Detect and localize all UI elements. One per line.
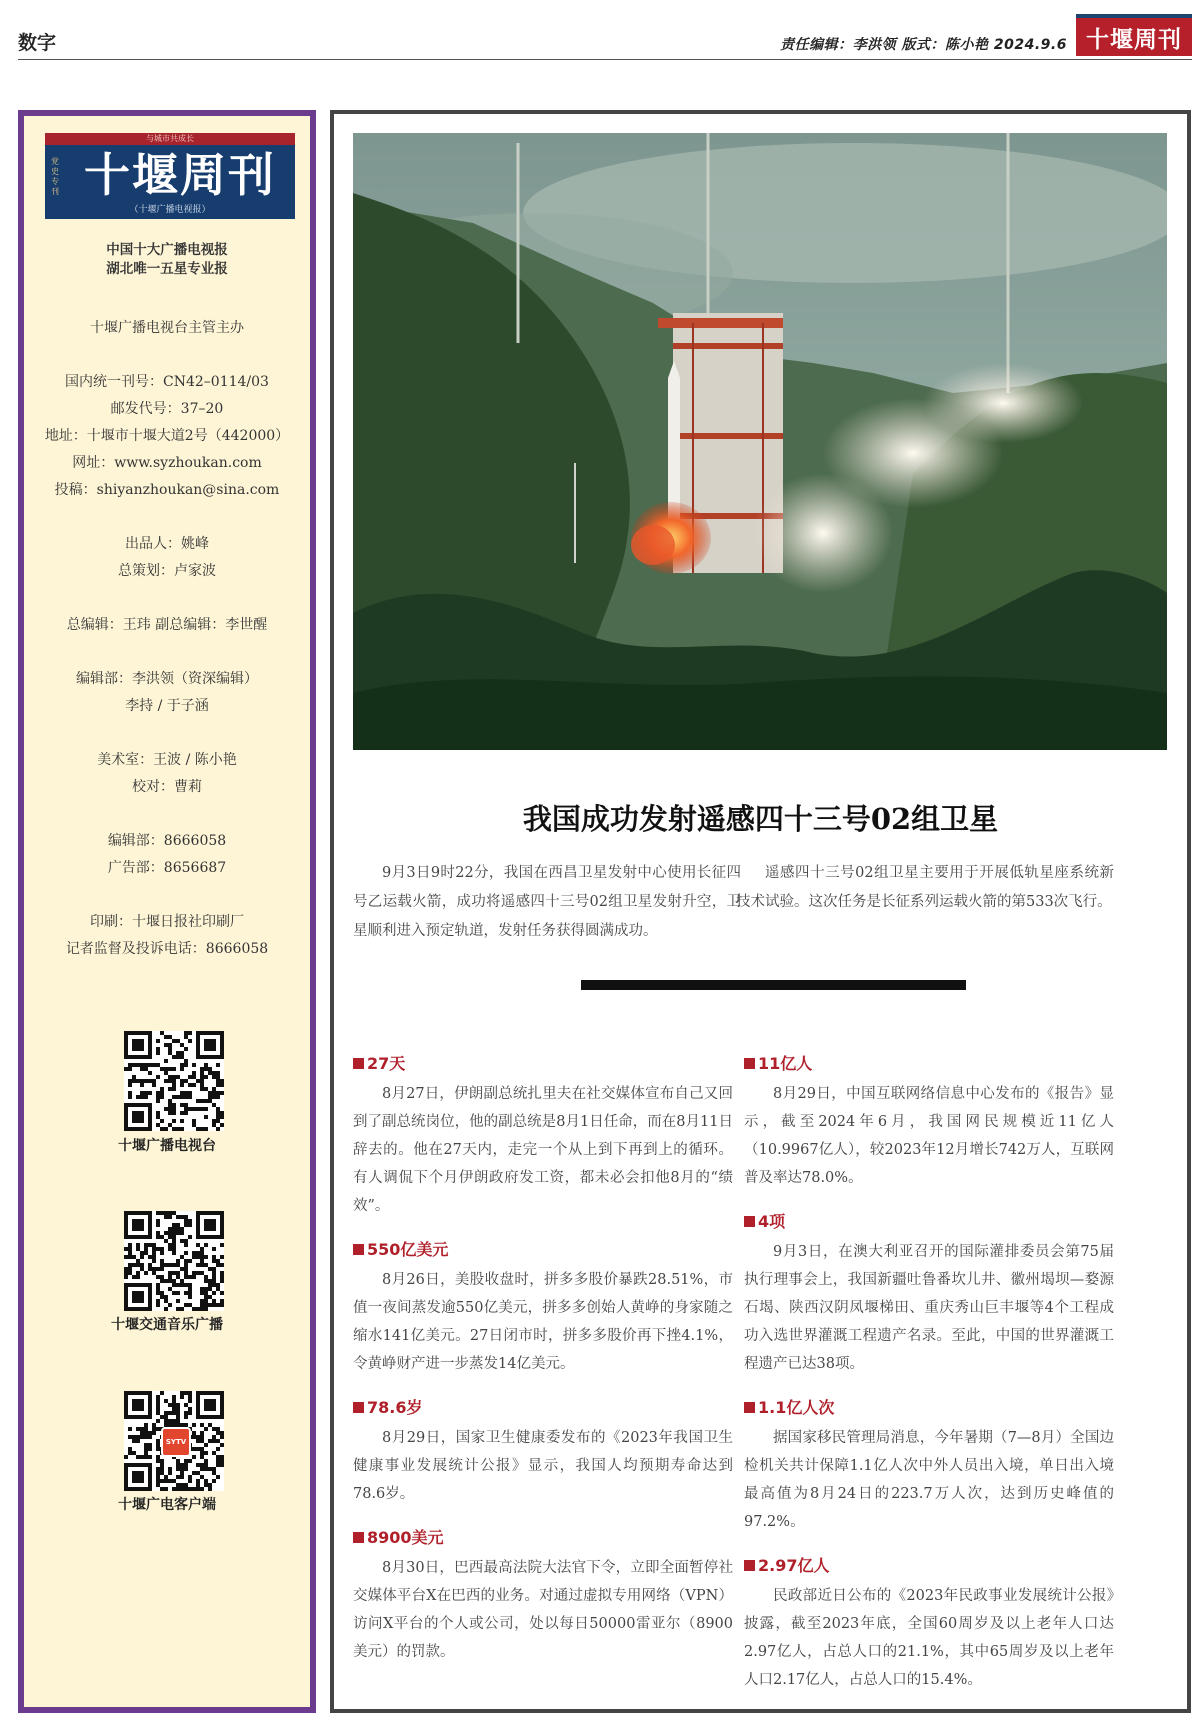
number-item	[744, 1554, 1114, 1694]
qr-code-radio[interactable]	[124, 1211, 224, 1311]
spacer	[24, 720, 310, 747]
number-item-body: 8月29日，中国互联网络信息中心发布的《报告》显示，截至2024年6月，我国网民规模近11亿人（10.9967亿人），较2023年12月增长742万人，互联网普及率达78.0%。	[744, 1086, 1114, 1186]
number-item-body: 8月26日，美股收盘时，拼多多股价暴跌28.51%，市值一夜间蒸发逾550亿美元，拼多多创始人黄峥的身家随之缩水141亿美元。27日闭市时，拼多多股价再下挫4.1%，令黄峥财产进一步蒸发14亿美元。	[353, 1272, 733, 1372]
qr-code-app[interactable]	[124, 1391, 224, 1491]
staff-line: 广告部：8656687	[107, 860, 227, 876]
staff-line: 李持 / 于子涵	[125, 698, 209, 714]
staff-line: 总策划：卢家波	[118, 563, 216, 579]
square-bullet-icon	[353, 1532, 364, 1543]
square-bullet-icon	[353, 1402, 364, 1413]
qr-caption: 十堰交通音乐广播	[111, 1317, 223, 1333]
number-item	[744, 1396, 1114, 1536]
number-item-title	[744, 1554, 1114, 1578]
main-article-frame	[330, 110, 1191, 1713]
square-bullet-icon	[353, 1244, 364, 1255]
number-item-title	[353, 1526, 733, 1550]
numbers-column-left	[353, 1052, 733, 1684]
number-item-title	[353, 1052, 733, 1076]
number-item-value: 78.6岁	[367, 1398, 423, 1417]
number-item-body: 8月27日，伊朗副总统扎里夫在社交媒体宣布自己又回到了副总统岗位，他的副总统是8月1日任命，而在8月11日辞去的。他在27天内，走完一个从上到下再到上的循环。有人调侃下个月伊朗政府发工资，都未必会扣他8月的“绩效”。	[353, 1086, 733, 1214]
slogans	[24, 241, 310, 279]
qr-code-tv[interactable]	[124, 1031, 224, 1131]
number-item-title	[353, 1396, 733, 1420]
staff-line: 邮发代号：37–20	[110, 401, 224, 417]
staff-line: 网址：www.syzhoukan.com	[72, 455, 262, 471]
masthead-title: 十堰周刊	[84, 148, 276, 202]
qr-code-icon	[124, 1031, 224, 1131]
number-item-value: 4项	[758, 1212, 786, 1231]
number-item-title	[744, 1210, 1114, 1234]
spacer	[24, 801, 310, 828]
number-item-body: 8月29日，国家卫生健康委发布的《2023年我国卫生健康事业发展统计公报》显示，我国人均预期寿命达到78.6岁。	[353, 1430, 733, 1502]
masthead-top-band: 与城市共成长	[45, 133, 295, 145]
qr-caption: 十堰广播电视台	[118, 1138, 216, 1154]
number-item	[353, 1052, 733, 1220]
square-bullet-icon	[353, 1058, 364, 1069]
number-item-body: 9月3日，在澳大利亚召开的国际灌排委员会第75届执行理事会上，我国新疆吐鲁番坎儿井、徽州堨坝—婺源石堨、陕西汉阴凤堰梯田、重庆秀山巨丰堰等4个工程成功入选世界灌溉工程遗产名录。至此，中国的世界灌溉工程遗产已达38项。	[744, 1244, 1114, 1372]
qr-code-icon	[124, 1211, 224, 1311]
staff-line: 美术室：王波 / 陈小艳	[97, 752, 237, 768]
number-item-title	[744, 1396, 1114, 1420]
slogan-line: 中国十大广播电视报	[106, 242, 228, 258]
rocket-launch-photo	[353, 133, 1167, 750]
spacer	[24, 882, 310, 909]
number-item-body: 据国家移民管理局消息，今年暑期（7—8月）全国边检机关共计保障1.1亿人次中外人员出入境，单日出入境最高值为8月24日的223.7万人次，达到历史峰值的97.2%。	[744, 1430, 1114, 1530]
number-item	[744, 1052, 1114, 1192]
article-headline: 我国成功发射遥感四十三号02组卫星	[522, 802, 999, 836]
masthead-subtitle: （十堰广播电视报）	[129, 205, 211, 215]
staff-line: 记者监督及投诉电话：8666058	[65, 941, 269, 957]
number-item	[353, 1396, 733, 1508]
header-logo: 十堰周刊	[1076, 14, 1192, 56]
numbers-column-right	[744, 1052, 1114, 1712]
square-bullet-icon	[744, 1402, 755, 1413]
number-item-body: 8月30日，巴西最高法院大法官下令，立即全面暂停社交媒体平台X在巴西的业务。对通过虚拟专用网络（VPN）访问X平台的个人或公司，处以每日50000雷亚尔（8900美元）的罚款。	[353, 1560, 733, 1660]
section-divider	[581, 980, 966, 990]
number-item	[353, 1526, 733, 1666]
staff-line: 出品人：姚峰	[125, 536, 209, 552]
number-item-value: 1.1亿人次	[758, 1398, 835, 1417]
spacer	[24, 342, 310, 369]
lead-paragraph-right: 遥感四十三号02组卫星主要用于开展低轨星座系统新技术试验。这次任务是长征系列运载火箭的第533次飞行。	[736, 865, 1114, 910]
number-item-body: 民政部近日公布的《2023年民政事业发展统计公报》披露，截至2023年底，全国60周岁及以上老年人口达2.97亿人，占总人口的21.1%，其中65周岁及以上老年人口2.17亿人，占总人口的15.4%。	[744, 1588, 1114, 1688]
number-item-title	[353, 1238, 733, 1262]
spacer	[24, 585, 310, 612]
section-label: 数字	[18, 32, 57, 54]
rocket-launch-image	[353, 133, 1167, 750]
staff-line: 编辑部：李洪领（资深编辑）	[76, 671, 258, 687]
number-item-value: 11亿人	[758, 1054, 813, 1073]
staff-line: 印刷：十堰日报社印刷厂	[90, 914, 244, 930]
staff-line: 十堰广播电视台主管主办	[90, 320, 244, 336]
staff-line: 总编辑：王玮 副总编辑：李世醒	[66, 617, 268, 633]
lead-paragraph-left: 9月3日9时22分，我国在西昌卫星发射中心使用长征四号乙运载火箭，成功将遥感四十三号02组卫星发射升空，卫星顺利进入预定轨道，发射任务获得圆满成功。	[353, 865, 741, 939]
number-item-title	[744, 1052, 1114, 1076]
spacer	[24, 639, 310, 666]
square-bullet-icon	[744, 1560, 755, 1571]
square-bullet-icon	[744, 1216, 755, 1227]
masthead-sidebar	[18, 110, 316, 1713]
number-item-value: 8900美元	[367, 1528, 444, 1547]
slogan-line: 湖北唯一五星专业报	[106, 261, 228, 277]
square-bullet-icon	[744, 1058, 755, 1069]
qr-caption: 十堰广电客户端	[118, 1497, 216, 1513]
masthead-logo	[45, 133, 295, 219]
staff-line: 编辑部：8666058	[107, 833, 227, 849]
number-item-value: 550亿美元	[367, 1240, 449, 1259]
editor-credits: 责任编辑：李洪领 版式：陈小艳 2024.9.6	[780, 37, 1067, 53]
number-item-value: 2.97亿人	[758, 1556, 830, 1575]
staff-line: 地址：十堰市十堰大道2号（442000）	[44, 428, 290, 444]
staff-info	[24, 315, 310, 963]
sytv-badge-icon: SYTV	[161, 1427, 191, 1457]
staff-line: 校对：曹莉	[132, 779, 202, 795]
number-item	[353, 1238, 733, 1378]
spacer	[24, 504, 310, 531]
masthead-side-text: 党史专刊	[51, 157, 59, 196]
staff-line: 投稿：shiyanzhoukan@sina.com	[54, 482, 280, 498]
number-item-value: 27天	[367, 1054, 406, 1073]
staff-line: 国内统一刊号：CN42–0114/03	[65, 374, 269, 390]
number-item	[744, 1210, 1114, 1378]
header-divider	[18, 59, 1192, 60]
